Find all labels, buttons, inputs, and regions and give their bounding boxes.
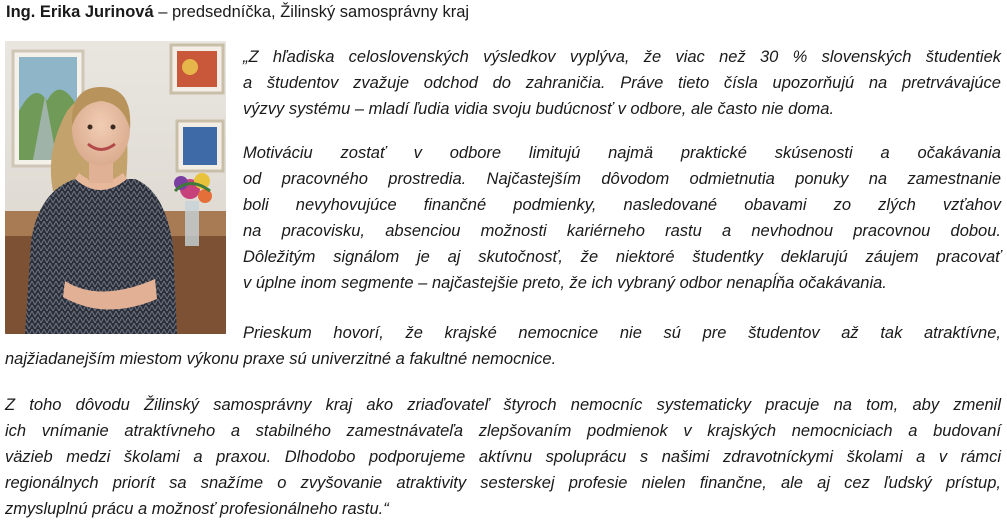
text-line: Z toho dôvodu Žilinský samosprávny kraj ako zriaďovateľ štyroch nemocníc systematicky pracuje na tom, aby zmenil <box>5 396 1001 414</box>
text-line: regionálnych priorít sa snažíme o zvyšovanie atraktivity sesterskej profesie nielen finančne, ale aj cez ľudský prístup, <box>5 474 1001 492</box>
speaker-role: – predsedníčka, Žilinský samosprávny kraj <box>153 3 470 21</box>
quote-paragraph-4 <box>5 392 1001 522</box>
quote-paragraph-2 <box>243 140 1001 296</box>
text-line: v úplne inom segmente – najčastejšie preto, že ich vybraný odbor nenapĺňa očakávania. <box>243 274 887 292</box>
text-line: ich vnímanie atraktívneho a stabilného zamestnávateľa zlepšovaním podmienok v krajských nemocniciach a budovaní <box>5 422 1001 440</box>
text-line: na pracovisku, absenciou možnosti kariérneho rastu a nevhodnou pracovnou dobou. <box>243 222 1001 240</box>
text-line: väzieb medzi školami a praxou. Dlhodobo podporujeme aktívnu spoluprácu s našimi zdravotníckymi školami a v rámci <box>5 448 1001 466</box>
speaker-name: Ing. Erika Jurinová <box>6 3 154 21</box>
text-line: a študentov zvažuje odchod do zahraničia. Práve tieto čísla upozorňujú na pretrvávajúce <box>243 74 1001 92</box>
quote-paragraph-1 <box>243 44 1001 122</box>
quote-paragraph-3 <box>243 320 1001 346</box>
text-line: najžiadanejším miestom výkonu praxe sú univerzitné a fakultné nemocnice. <box>5 350 557 368</box>
text-line: boli nevyhovujúce finančné podmienky, nasledované obavami zo zlých vzťahov <box>243 196 1001 214</box>
quote-paragraph-3-continued <box>5 346 1001 372</box>
speaker-header <box>6 1 469 25</box>
text-line: zmysluplnú prácu a možnosť profesionálneho rastu.“ <box>5 500 389 518</box>
portrait-photo <box>5 41 226 334</box>
text-line: Motiváciu zostať v odbore limitujú najmä praktické skúsenosti a očakávania <box>243 144 1001 162</box>
text-line: výzvy systému – mladí ľudia vidia svoju budúcnosť v odbore, ale často nie doma. <box>243 100 835 118</box>
text-line: Dôležitým signálom je aj skutočnosť, že niektoré študentky deklarujú záujem pracovať <box>243 248 1001 266</box>
text-line: Prieskum hovorí, že krajské nemocnice nie sú pre študentov až tak atraktívne, <box>243 324 1001 342</box>
text-line: od pracovného prostredia. Najčastejším dôvodom odmietnutia ponuky na zamestnanie <box>243 170 1001 188</box>
text-line: „Z hľadiska celoslovenských výsledkov vyplýva, že viac než 30 % slovenských študentiek <box>243 48 1001 66</box>
